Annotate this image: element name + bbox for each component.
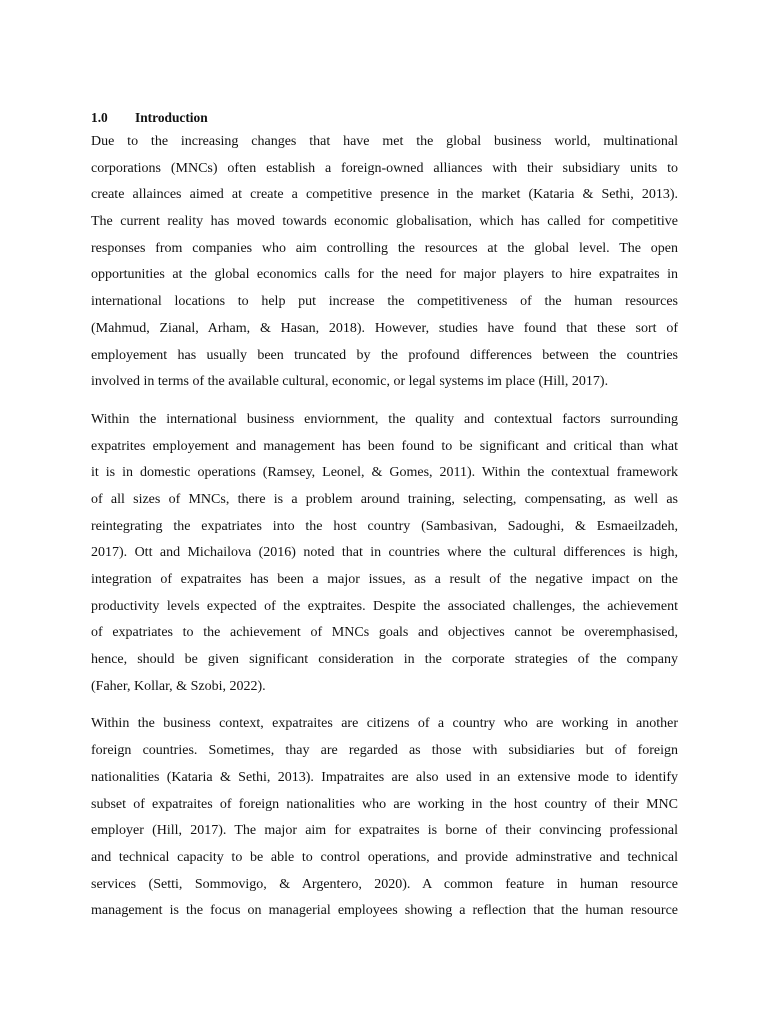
- text-line: employer (Hill, 2017). The major aim for expatraites is borne of their convincing professional: [91, 823, 678, 839]
- section-heading: [91, 107, 678, 129]
- text-line: international locations to help put increase the competitiveness of the human resources: [91, 294, 678, 310]
- section-number: 1.0: [91, 110, 108, 125]
- text-line: integration of expatraites has been a major issues, as a result of the negative impact on the: [91, 572, 678, 587]
- text-line: it is in domestic operations (Ramsey, Leonel, & Gomes, 2011). Within the contextual framework: [91, 465, 678, 481]
- text-line: (Faher, Kollar, & Szobi, 2022).: [91, 678, 266, 694]
- text-line: subset of expatraites of foreign nationalities who are working in the host country of their MNC: [91, 796, 678, 812]
- document-page: [91, 107, 678, 936]
- paragraph-3: [91, 711, 678, 925]
- text-line: hence, should be given significant consideration in the corporate strategies of the company: [91, 652, 678, 668]
- text-line: (Mahmud, Zianal, Arham, & Hasan, 2018). However, studies have found that these sort of: [91, 320, 678, 336]
- section-title: Introduction: [135, 110, 208, 125]
- text-line: nationalities (Kataria & Sethi, 2013). Impatraites are also used in an extensive mode to identify: [91, 769, 678, 785]
- text-line: and technical capacity to be able to control operations, and provide adminstrative and technical: [91, 849, 678, 865]
- text-line: 2017). Ott and Michailova (2016) noted that in countries where the cultural differences is high,: [91, 545, 678, 561]
- text-line: foreign countries. Sometimes, thay are regarded as those with subsidiaries but of foreign: [91, 743, 678, 759]
- text-line: reintegrating the expatriates into the host country (Sambasivan, Sadoughi, & Esmaeilzadeh,: [91, 518, 678, 534]
- text-line: management is the focus on managerial employees showing a reflection that the human resource: [91, 903, 678, 919]
- text-line: productivity levels expected of the exptraites. Despite the associated challenges, the achievement: [91, 598, 678, 614]
- text-line: responses from companies who aim controlling the resources at the global level. The open: [91, 240, 678, 256]
- text-line: expatrites employement and management has been found to be significant and critical than what: [91, 438, 678, 454]
- text-line: Within the business context, expatraites are citizens of a country who are working in another: [91, 716, 678, 732]
- text-line: create allainces aimed at create a competitive presence in the market (Kataria & Sethi, 2013).: [91, 187, 678, 203]
- text-line: of expatriates to the achievement of MNCs goals and objectives cannot be overemphasised,: [91, 625, 678, 641]
- text-line: of all sizes of MNCs, there is a problem around training, selecting, compensating, as well as: [91, 491, 678, 507]
- text-line: opportunities at the global economics calls for the need for major players to hire expatraites in: [91, 267, 678, 283]
- paragraph-1: [91, 129, 678, 396]
- text-line: employement has usually been truncated by the profound differences between the countries: [91, 347, 678, 363]
- text-line: Within the international business enviornment, the quality and contextual factors surrounding: [91, 411, 678, 427]
- paragraph-2: [91, 407, 678, 701]
- text-line: The current reality has moved towards economic globalisation, which has called for competitive: [91, 214, 678, 230]
- text-line: involved in terms of the available cultural, economic, or legal systems im place (Hill, 2017).: [91, 374, 609, 390]
- text-line: Due to the increasing changes that have met the global business world, multinational: [91, 134, 678, 149]
- text-line: corporations (MNCs) often establish a foreign-owned alliances with their subsidiary units to: [91, 160, 678, 176]
- text-line: services (Setti, Sommovigo, & Argentero, 2020). A common feature in human resource: [91, 876, 678, 892]
